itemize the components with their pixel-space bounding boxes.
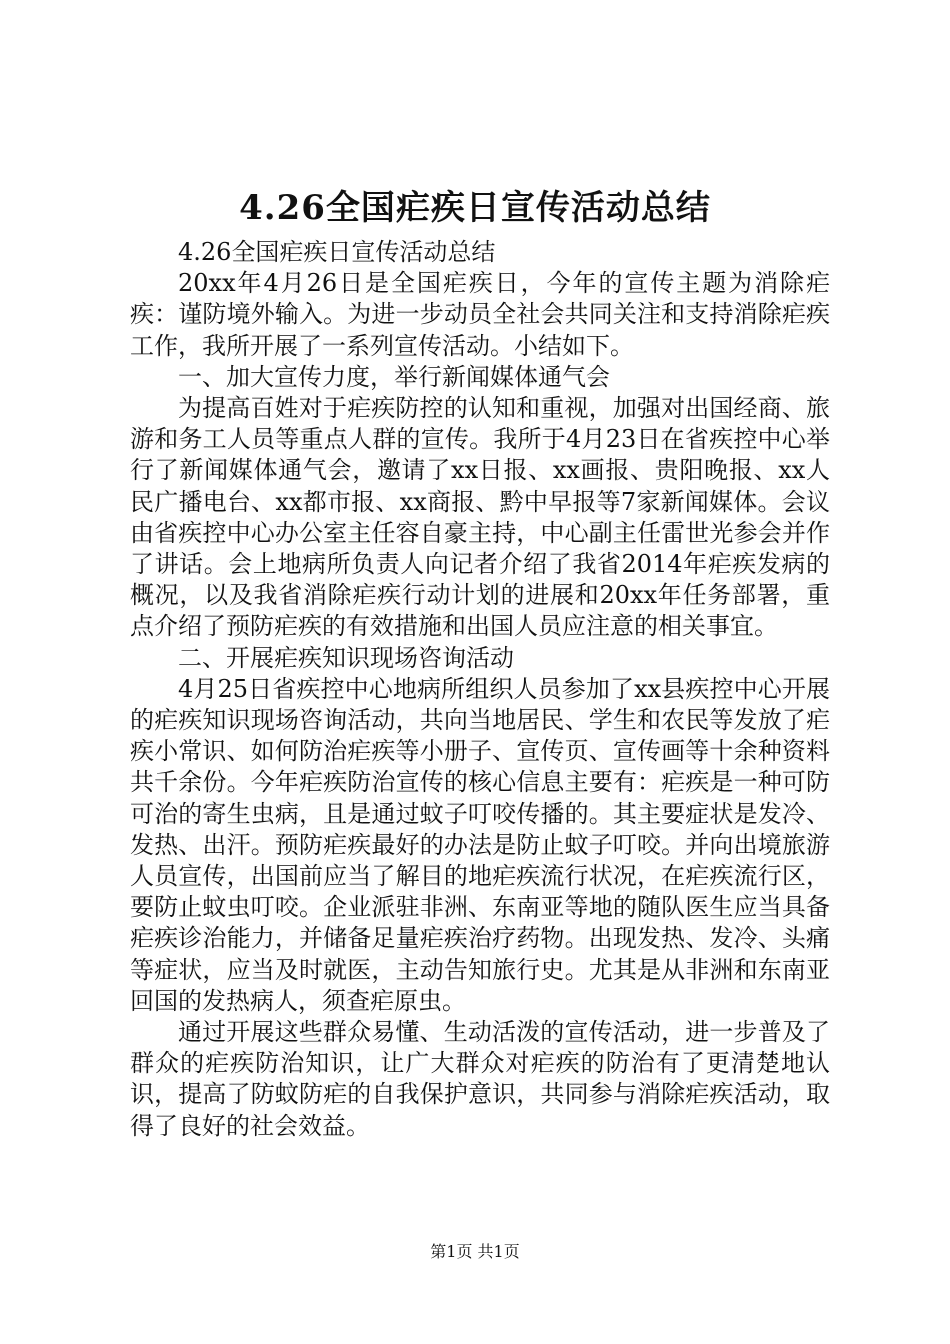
paragraph-section-2: 4月25日省疾控中心地病所组织人员参加了xx县疾控中心开展的疟疾知识现场咨询活动，共向当地居民、学生和农民等发放了疟疾小常识、如何防治疟疾等小册子、宣传页、宣传画等十余种资料共千余份。今年疟疾防治宣传的核心信息主要有：疟疾是一种可防可治的寄生虫病，且是通过蚊子叮咬传播的。其主要症状是发冷、发热、出汗。预防疟疾最好的办法是防止蚊子叮咬。并向出境旅游人员宣传，出国前应当了解目的地疟疾流行状况，在疟疾流行区，要防止蚊虫叮咬。企业派驻非洲、东南亚等地的随队医生应当具备疟疾诊治能力，并储备足量疟疾治疗药物。出现发热、发冷、头痛等症状，应当及时就医，主动告知旅行史。尤其是从非洲和东南亚回国的发热病人，须查疟原虫。 bbox=[130, 674, 830, 1015]
document-title: 4.26全国疟疾日宣传活动总结 bbox=[239, 188, 711, 228]
paragraph-conclusion: 通过开展这些群众易懂、生动活泼的宣传活动，进一步普及了群众的疟疾防治知识，让广大群众对疟疾的防治有了更清楚地认识，提高了防蚊防疟的自我保护意识，共同参与消除疟疾活动，取得了良好的社会效益。 bbox=[130, 1018, 830, 1140]
document-body bbox=[130, 237, 830, 1142]
paragraph-intro: 20xx年4月26日是全国疟疾日，今年的宣传主题为消除疟疾：谨防境外输入。为进一步动员全社会共同关注和支持消除疟疾工作，我所开展了一系列宣传活动。小结如下。 bbox=[130, 269, 830, 360]
paragraph-section-1: 为提高百姓对于疟疾防控的认知和重视，加强对出国经商、旅游和务工人员等重点人群的宣传。我所于4月23日在省疾控中心举行了新闻媒体通气会，邀请了xx日报、xx画报、贵阳晚报、xx人民广播电台、xx都市报、xx商报、黔中早报等7家新闻媒体。会议由省疾控中心办公室主任容自豪主持，中心副主任雷世光参会并作了讲话。会上地病所负责人向记者介绍了我省2014年疟疾发病的概况，以及我省消除疟疾行动计划的进展和20xx年任务部署，重点介绍了预防疟疾的有效措施和出国人员应注意的相关事宜。 bbox=[130, 394, 830, 641]
paragraph-subtitle: 4.26全国疟疾日宣传活动总结 bbox=[178, 238, 496, 266]
section-heading-2: 二、开展疟疾知识现场咨询活动 bbox=[178, 643, 514, 672]
section-heading-1: 一、加大宣传力度，举行新闻媒体通气会 bbox=[178, 362, 610, 391]
page-number-footer: 第1页 共1页 bbox=[430, 1242, 520, 1261]
